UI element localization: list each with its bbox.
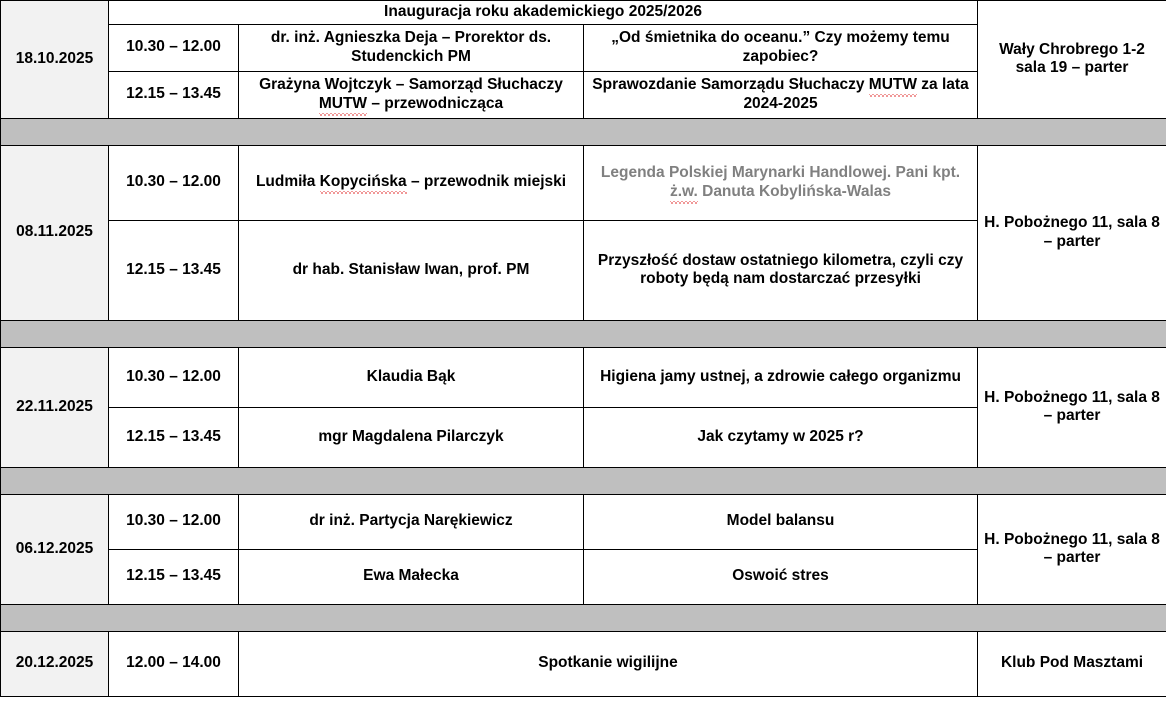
event-banner-title: Inauguracja roku akademickiego 2025/2026 bbox=[109, 1, 978, 25]
schedule-row bbox=[1, 631, 1166, 696]
event-speaker: Ewa Małecka bbox=[239, 549, 584, 604]
event-time: 10.30 – 12.00 bbox=[109, 145, 239, 220]
block-separator bbox=[1, 320, 1166, 347]
spellcheck-underlined-word: Kopycińska bbox=[319, 173, 407, 191]
spellcheck-underlined-word: MUTW bbox=[868, 76, 917, 93]
event-speaker: Grażyna Wojtczyk – Samorząd Słuchaczy MUTW – przewodnicząca bbox=[239, 71, 584, 118]
event-time: 12.15 – 13.45 bbox=[109, 407, 239, 467]
event-topic: Legenda Polskiej Marynarki Handlowej. Pani kpt. ż.w. Danuta Kobylińska-Walas bbox=[584, 145, 978, 220]
event-topic: Przyszłość dostaw ostatniego kilometra, czyli czy roboty będą nam dostarczać przesyłki bbox=[584, 220, 978, 320]
event-speaker: Klaudia Bąk bbox=[239, 347, 584, 407]
schedule-row bbox=[1, 494, 1166, 549]
event-speaker: dr. inż. Agnieszka Deja – Prorektor ds. Studenckich PM bbox=[239, 24, 584, 71]
event-time: 10.30 – 12.00 bbox=[109, 494, 239, 549]
event-date: 08.11.2025 bbox=[1, 145, 109, 320]
spellcheck-underlined-word: ż.w. bbox=[669, 182, 698, 200]
event-topic: Jak czytamy w 2025 r? bbox=[584, 407, 978, 467]
schedule-row bbox=[1, 347, 1166, 407]
event-location: H. Pobożnego 11, sala 8 – parter bbox=[978, 145, 1166, 320]
event-date: 06.12.2025 bbox=[1, 494, 109, 604]
event-speaker: dr inż. Partycja Narękiewicz bbox=[239, 494, 584, 549]
schedule-row bbox=[1, 145, 1166, 220]
event-topic: Higiena jamy ustnej, a zdrowie całego organizmu bbox=[584, 347, 978, 407]
event-time: 12.15 – 13.45 bbox=[109, 549, 239, 604]
event-topic: Model balansu bbox=[584, 494, 978, 549]
event-date: 20.12.2025 bbox=[1, 631, 109, 696]
block-separator bbox=[1, 604, 1166, 631]
block-separator bbox=[1, 118, 1166, 145]
event-merged-title: Spotkanie wigilijne bbox=[239, 631, 978, 696]
event-topic: „Od śmietnika do oceanu.” Czy możemy temu zapobiec? bbox=[584, 24, 978, 71]
event-speaker: Ludmiła Kopycińska – przewodnik miejski bbox=[239, 145, 584, 220]
block-separator bbox=[1, 467, 1166, 494]
event-speaker: mgr Magdalena Pilarczyk bbox=[239, 407, 584, 467]
event-date: 22.11.2025 bbox=[1, 347, 109, 467]
event-time: 12.15 – 13.45 bbox=[109, 71, 239, 118]
spellcheck-underlined-word: MUTW bbox=[318, 94, 368, 112]
block-separator-row bbox=[1, 320, 1166, 347]
event-speaker: dr hab. Stanisław Iwan, prof. PM bbox=[239, 220, 584, 320]
event-time: 12.00 – 14.00 bbox=[109, 631, 239, 696]
event-location: Klub Pod Masztami bbox=[978, 631, 1166, 696]
event-time: 12.15 – 13.45 bbox=[109, 220, 239, 320]
event-time: 10.30 – 12.00 bbox=[109, 347, 239, 407]
event-location: H. Pobożnego 11, sala 8 – parter bbox=[978, 494, 1166, 604]
block-separator-row bbox=[1, 604, 1166, 631]
event-topic: Oswoić stres bbox=[584, 549, 978, 604]
event-date: 18.10.2025 bbox=[1, 1, 109, 119]
block-separator-row bbox=[1, 118, 1166, 145]
event-location: Wały Chrobrego 1-2 sala 19 – parter bbox=[978, 1, 1166, 119]
event-location: H. Pobożnego 11, sala 8 – parter bbox=[978, 347, 1166, 467]
banner-row bbox=[1, 1, 1166, 25]
event-time: 10.30 – 12.00 bbox=[109, 24, 239, 71]
block-separator-row bbox=[1, 467, 1166, 494]
event-topic: Sprawozdanie Samorządu Słuchaczy MUTW za lata 2024-2025 bbox=[584, 71, 978, 118]
